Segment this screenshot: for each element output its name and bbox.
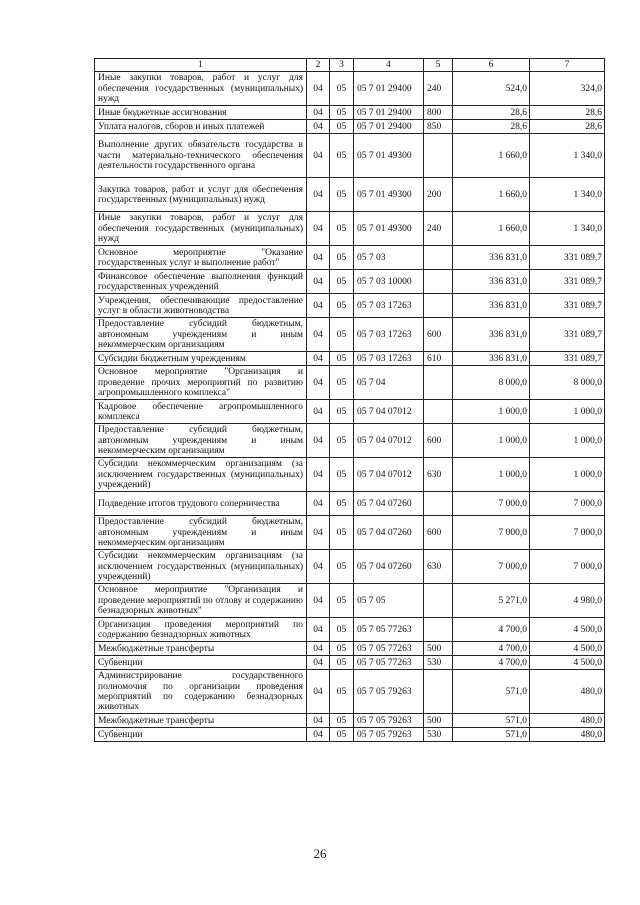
row-expense-type [424, 294, 453, 318]
row-amount-1: 571,0 [453, 670, 530, 714]
row-subsection: 05 [330, 400, 354, 424]
row-name: Субвенции [95, 656, 307, 670]
row-name: Уплата налогов, сборов и иных платежей [95, 120, 307, 134]
table-row [95, 642, 605, 656]
row-expense-type: 530 [424, 656, 453, 670]
row-amount-2: 331 089,7 [530, 318, 605, 352]
row-target-code: 05 7 03 17263 [354, 352, 424, 366]
table-row [95, 400, 605, 424]
row-subsection: 05 [330, 492, 354, 516]
row-name: Финансовое обеспечение выполнения функций государственных учреждений [95, 270, 307, 294]
row-expense-type [424, 670, 453, 714]
row-section: 04 [307, 212, 330, 246]
row-subsection: 05 [330, 366, 354, 400]
table-row [95, 246, 605, 270]
table-row [95, 212, 605, 246]
row-subsection: 05 [330, 550, 354, 584]
row-target-code: 05 7 03 [354, 246, 424, 270]
row-name: Субсидии бюджетным учреждениям [95, 352, 307, 366]
row-subsection: 05 [330, 120, 354, 134]
row-target-code: 05 7 05 79263 [354, 728, 424, 742]
row-section: 04 [307, 584, 330, 618]
row-amount-2: 7 000,0 [530, 492, 605, 516]
table-row [95, 516, 605, 550]
row-amount-1: 1 660,0 [453, 178, 530, 212]
row-expense-type [424, 492, 453, 516]
row-expense-type: 630 [424, 458, 453, 492]
row-subsection: 05 [330, 714, 354, 728]
row-amount-2: 28,6 [530, 120, 605, 134]
row-amount-1: 336 831,0 [453, 246, 530, 270]
table-row [95, 550, 605, 584]
row-section: 04 [307, 366, 330, 400]
row-amount-1: 524,0 [453, 72, 530, 106]
row-target-code: 05 7 01 49300 [354, 134, 424, 178]
row-subsection: 05 [330, 352, 354, 366]
row-amount-2: 480,0 [530, 728, 605, 742]
row-section: 04 [307, 120, 330, 134]
row-expense-type: 610 [424, 352, 453, 366]
row-target-code: 05 7 05 77263 [354, 656, 424, 670]
header-row [95, 59, 605, 72]
header-col-4: 4 [354, 59, 424, 72]
row-section: 04 [307, 670, 330, 714]
row-amount-1: 1 660,0 [453, 134, 530, 178]
row-expense-type [424, 270, 453, 294]
row-amount-1: 336 831,0 [453, 352, 530, 366]
row-amount-2: 1 000,0 [530, 458, 605, 492]
row-expense-type: 800 [424, 106, 453, 120]
row-name: Предоставление субсидий бюджетным, автономным учреждениям и иным некоммерческим организациям [95, 318, 307, 352]
row-target-code: 05 7 04 07012 [354, 424, 424, 458]
row-subsection: 05 [330, 424, 354, 458]
row-subsection: 05 [330, 458, 354, 492]
row-target-code: 05 7 01 29400 [354, 72, 424, 106]
row-amount-1: 4 700,0 [453, 618, 530, 642]
row-section: 04 [307, 270, 330, 294]
row-amount-1: 4 700,0 [453, 656, 530, 670]
row-target-code: 05 7 01 49300 [354, 212, 424, 246]
row-name: Предоставление субсидий бюджетным, автономным учреждениям и иным некоммерческим организациям [95, 516, 307, 550]
row-subsection: 05 [330, 656, 354, 670]
row-target-code: 05 7 05 [354, 584, 424, 618]
row-name: Субвенции [95, 728, 307, 742]
row-amount-1: 571,0 [453, 728, 530, 742]
row-subsection: 05 [330, 618, 354, 642]
row-subsection: 05 [330, 106, 354, 120]
row-section: 04 [307, 294, 330, 318]
row-section: 04 [307, 618, 330, 642]
row-subsection: 05 [330, 178, 354, 212]
table-row [95, 366, 605, 400]
row-section: 04 [307, 656, 330, 670]
header-col-6: 6 [453, 59, 530, 72]
header-col-3: 3 [330, 59, 354, 72]
row-expense-type: 530 [424, 728, 453, 742]
row-amount-2: 324,0 [530, 72, 605, 106]
row-expense-type [424, 618, 453, 642]
row-amount-1: 336 831,0 [453, 294, 530, 318]
row-expense-type: 600 [424, 516, 453, 550]
row-subsection: 05 [330, 212, 354, 246]
row-section: 04 [307, 550, 330, 584]
row-amount-1: 7 000,0 [453, 492, 530, 516]
row-expense-type: 200 [424, 178, 453, 212]
row-target-code: 05 7 01 29400 [354, 106, 424, 120]
row-subsection: 05 [330, 134, 354, 178]
row-subsection: 05 [330, 270, 354, 294]
row-amount-2: 7 000,0 [530, 516, 605, 550]
row-target-code: 05 7 01 29400 [354, 120, 424, 134]
header-col-7: 7 [530, 59, 605, 72]
row-section: 04 [307, 106, 330, 120]
row-amount-2: 1 000,0 [530, 424, 605, 458]
row-expense-type: 600 [424, 424, 453, 458]
table-row [95, 728, 605, 742]
row-target-code: 05 7 04 07260 [354, 492, 424, 516]
row-expense-type: 500 [424, 642, 453, 656]
row-subsection: 05 [330, 72, 354, 106]
row-name: Организация проведения мероприятий по содержанию безнадзорных животных [95, 618, 307, 642]
row-amount-2: 7 000,0 [530, 550, 605, 584]
row-target-code: 05 7 05 77263 [354, 618, 424, 642]
row-target-code: 05 7 01 49300 [354, 178, 424, 212]
row-name: Предоставление субсидий бюджетным, автономным учреждениям и иным некоммерческим организациям [95, 424, 307, 458]
row-expense-type [424, 246, 453, 270]
row-section: 04 [307, 492, 330, 516]
row-target-code: 05 7 04 [354, 366, 424, 400]
row-amount-1: 1 000,0 [453, 424, 530, 458]
table-row [95, 670, 605, 714]
row-section: 04 [307, 318, 330, 352]
row-subsection: 05 [330, 728, 354, 742]
row-amount-1: 28,6 [453, 106, 530, 120]
table-row [95, 352, 605, 366]
table-row [95, 318, 605, 352]
row-section: 04 [307, 714, 330, 728]
row-amount-2: 480,0 [530, 670, 605, 714]
row-amount-1: 336 831,0 [453, 270, 530, 294]
header-col-1: 1 [95, 59, 307, 72]
row-target-code: 05 7 03 17263 [354, 294, 424, 318]
row-name: Основное мероприятие "Организация и проведение мероприятий по отлову и содержанию безнадзорных животных" [95, 584, 307, 618]
header-col-2: 2 [307, 59, 330, 72]
row-amount-1: 1 000,0 [453, 458, 530, 492]
row-subsection: 05 [330, 318, 354, 352]
row-amount-1: 5 271,0 [453, 584, 530, 618]
row-amount-2: 331 089,7 [530, 270, 605, 294]
row-amount-2: 1 340,0 [530, 212, 605, 246]
row-expense-type: 850 [424, 120, 453, 134]
row-amount-2: 331 089,7 [530, 246, 605, 270]
row-amount-2: 4 980,0 [530, 584, 605, 618]
row-section: 04 [307, 72, 330, 106]
row-section: 04 [307, 400, 330, 424]
table-row [95, 270, 605, 294]
row-amount-1: 28,6 [453, 120, 530, 134]
row-amount-1: 4 700,0 [453, 642, 530, 656]
table-row [95, 458, 605, 492]
table-row [95, 714, 605, 728]
row-amount-2: 1 340,0 [530, 134, 605, 178]
row-target-code: 05 7 05 77263 [354, 642, 424, 656]
row-target-code: 05 7 05 79263 [354, 714, 424, 728]
row-subsection: 05 [330, 294, 354, 318]
row-section: 04 [307, 728, 330, 742]
row-name: Иные бюджетные ассигнования [95, 106, 307, 120]
table-row [95, 618, 605, 642]
row-amount-1: 1 000,0 [453, 400, 530, 424]
row-target-code: 05 7 03 17263 [354, 318, 424, 352]
row-subsection: 05 [330, 670, 354, 714]
row-amount-2: 1 340,0 [530, 178, 605, 212]
row-target-code: 05 7 03 10000 [354, 270, 424, 294]
row-amount-2: 480,0 [530, 714, 605, 728]
row-section: 04 [307, 458, 330, 492]
row-expense-type [424, 366, 453, 400]
row-name: Закупка товаров, работ и услуг для обеспечения государственных (муниципальных) нужд [95, 178, 307, 212]
row-amount-2: 4 500,0 [530, 618, 605, 642]
row-amount-1: 8 000,0 [453, 366, 530, 400]
row-amount-1: 7 000,0 [453, 550, 530, 584]
row-section: 04 [307, 642, 330, 656]
page-number: 26 [313, 846, 327, 861]
row-expense-type: 500 [424, 714, 453, 728]
table-row [95, 120, 605, 134]
row-expense-type [424, 134, 453, 178]
table-body [95, 59, 605, 742]
header-col-5: 5 [424, 59, 453, 72]
table-row [95, 72, 605, 106]
row-name: Иные закупки товаров, работ и услуг для обеспечения государственных (муниципальных) нужд [95, 72, 307, 106]
row-name: Основное мероприятие "Оказание государственных услуг и выполнение работ" [95, 246, 307, 270]
row-name: Кадровое обеспечение агропромышленного комплекса [95, 400, 307, 424]
table-row [95, 106, 605, 120]
row-amount-1: 571,0 [453, 714, 530, 728]
row-amount-2: 28,6 [530, 106, 605, 120]
table-row [95, 656, 605, 670]
row-amount-2: 331 089,7 [530, 352, 605, 366]
row-section: 04 [307, 178, 330, 212]
row-target-code: 05 7 04 07260 [354, 516, 424, 550]
row-name: Выполнение других обязательств государства в части материально-технического обеспечения деятельности государственного органа [95, 134, 307, 178]
row-expense-type: 630 [424, 550, 453, 584]
row-subsection: 05 [330, 516, 354, 550]
row-subsection: 05 [330, 642, 354, 656]
row-name: Субсидии некоммерческим организациям (за исключением государственных (муниципальных) учреждений) [95, 458, 307, 492]
row-amount-2: 8 000,0 [530, 366, 605, 400]
row-expense-type: 600 [424, 318, 453, 352]
row-name: Субсидии некоммерческим организациям (за исключением государственных (муниципальных) учреждений) [95, 550, 307, 584]
row-subsection: 05 [330, 584, 354, 618]
row-name: Основное мероприятие "Организация и проведение прочих мероприятий по развитию агропромышленного комплекса" [95, 366, 307, 400]
row-section: 04 [307, 352, 330, 366]
row-name: Учреждения, обеспечивающие предоставление услуг в области животноводства [95, 294, 307, 318]
table-row [95, 424, 605, 458]
row-name: Межбюджетные трансферты [95, 714, 307, 728]
row-amount-1: 1 660,0 [453, 212, 530, 246]
table-row [95, 134, 605, 178]
row-expense-type: 240 [424, 212, 453, 246]
budget-table [94, 58, 605, 742]
row-expense-type [424, 400, 453, 424]
row-amount-2: 331 089,7 [530, 294, 605, 318]
row-section: 04 [307, 516, 330, 550]
row-name: Межбюджетные трансферты [95, 642, 307, 656]
row-section: 04 [307, 246, 330, 270]
row-target-code: 05 7 04 07012 [354, 458, 424, 492]
row-name: Подведение итогов трудового соперничества [95, 492, 307, 516]
row-name: Иные закупки товаров, работ и услуг для обеспечения государственных (муниципальных) нужд [95, 212, 307, 246]
row-amount-2: 1 000,0 [530, 400, 605, 424]
row-amount-2: 4 500,0 [530, 656, 605, 670]
table-row [95, 294, 605, 318]
table-row [95, 492, 605, 516]
row-expense-type [424, 584, 453, 618]
table-row [95, 178, 605, 212]
row-target-code: 05 7 05 79263 [354, 670, 424, 714]
row-section: 04 [307, 424, 330, 458]
row-section: 04 [307, 134, 330, 178]
row-expense-type: 240 [424, 72, 453, 106]
table-row [95, 584, 605, 618]
row-amount-1: 336 831,0 [453, 318, 530, 352]
row-target-code: 05 7 04 07260 [354, 550, 424, 584]
row-name: Администрирование государственного полномочия по организации проведения мероприятий по содержанию безнадзорных животных [95, 670, 307, 714]
row-amount-1: 7 000,0 [453, 516, 530, 550]
row-target-code: 05 7 04 07012 [354, 400, 424, 424]
row-amount-2: 4 500,0 [530, 642, 605, 656]
row-subsection: 05 [330, 246, 354, 270]
